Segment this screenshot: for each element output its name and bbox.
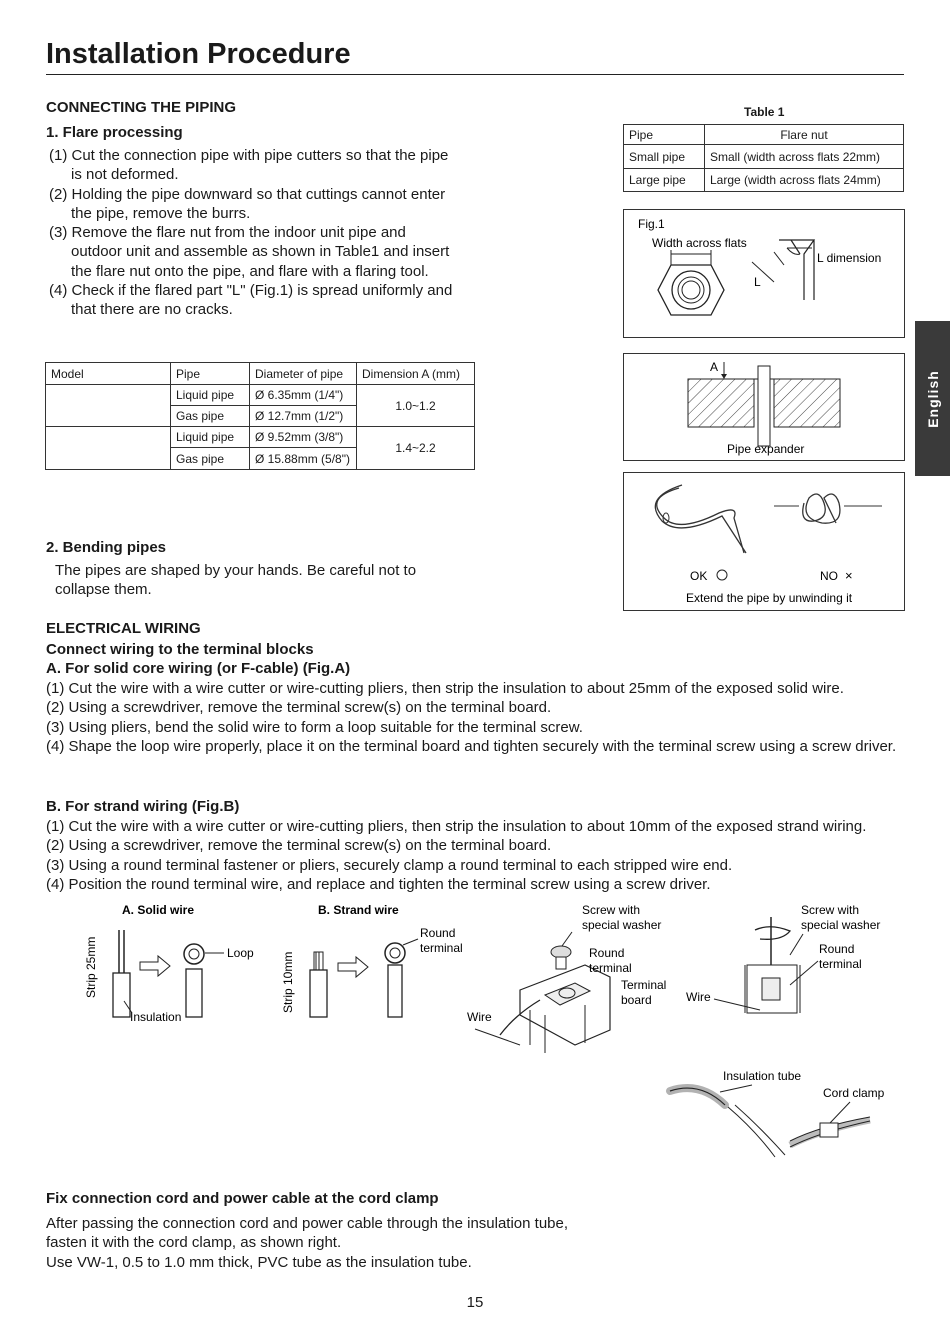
th-diameter: Diameter of pipe	[250, 363, 357, 385]
pipe-cell: Liquid pipe	[171, 427, 250, 448]
coil-no-icon	[803, 494, 840, 523]
piping-heading: CONNECTING THE PIPING	[46, 99, 237, 116]
round-terminal-label-2: terminal	[819, 957, 862, 971]
th-model: Model	[46, 363, 171, 385]
cord-clamp-label: Cord clamp	[823, 1086, 885, 1100]
fig1-label: Fig.1	[638, 217, 665, 231]
fig1-box	[623, 209, 905, 338]
diameter-cell: Ø 12.7mm (1/2")	[250, 406, 357, 427]
solid-wire-icon	[113, 930, 130, 1017]
cord-line-2: fasten it with the cord clamp, as shown right.	[46, 1234, 342, 1252]
unwind-ok-label: OK	[690, 569, 708, 583]
flare-nut-table	[623, 124, 904, 192]
wiring-heading: ELECTRICAL WIRING	[46, 620, 201, 637]
unwind-caption: Extend the pipe by unwinding it	[686, 591, 853, 605]
unwind-box	[623, 472, 905, 611]
strand-wiring-steps	[46, 817, 926, 894]
no-cross-icon: ×	[845, 568, 853, 583]
solid-wiring-steps	[46, 679, 906, 756]
insulation-label: Insulation	[130, 1010, 182, 1024]
round-terminal-label-1: Round	[819, 942, 855, 956]
pipe-cell: Liquid pipe	[171, 385, 250, 406]
wire-label: Wire	[467, 1010, 492, 1024]
pipe-cell: Gas pipe	[171, 406, 250, 427]
screw-washer-label-2: special washer	[582, 918, 662, 932]
ok-circle-icon	[717, 570, 727, 580]
solid-wire-title: A. Solid wire	[122, 903, 195, 917]
strand-wire-icon	[310, 952, 327, 1017]
page-number: 15	[466, 1294, 484, 1311]
screw-washer-label-1: Screw with	[801, 903, 860, 917]
arrow-right-icon	[338, 957, 368, 977]
fig1-l-label: L	[754, 275, 761, 289]
wiring-figures	[0, 895, 950, 1165]
wire-label: Wire	[686, 990, 711, 1004]
cord-text	[46, 1214, 646, 1272]
table1-cell: Small pipe	[624, 145, 705, 169]
table1-th-pipe: Pipe	[624, 125, 705, 145]
screw-washer-label-1: Screw with	[582, 903, 641, 917]
connect-heading: Connect wiring to the terminal blocks	[46, 641, 314, 658]
unwind-illustration	[624, 473, 904, 610]
fig1-width-label: Width across flats	[652, 236, 747, 250]
flare-step-2: (2) Holding the pipe downward so that cuttings cannot enter the pipe, remove the burrs.	[49, 185, 446, 222]
flare-step-4: (4) Check if the flared part "L" (Fig.1) is spread uniformly and that there are no cracks.	[49, 282, 453, 319]
loop-wire-icon	[184, 944, 204, 1017]
round-terminal-label-1: Round	[420, 926, 456, 940]
diameter-cell: Ø 15.88mm (5/8")	[250, 448, 357, 470]
strip25-label: Strip 25mm	[84, 936, 98, 998]
bending-heading: 2. Bending pipes	[46, 539, 167, 556]
round-terminal-label-1: Round	[589, 946, 625, 960]
cord-line-1: After passing the connection cord and power cable through the insulation tube,	[46, 1215, 569, 1232]
dimension-cell: 1.0~1.2	[357, 385, 475, 427]
solid-step-3: (3) Using pliers, bend the solid wire to form a loop suitable for the terminal screw.	[46, 718, 583, 736]
dimension-cell: 1.4~2.2	[357, 427, 475, 470]
table1-th-flare: Flare nut	[705, 125, 904, 145]
expander-illustration	[624, 354, 904, 460]
strand-wiring-heading: B. For strand wiring (Fig.B)	[46, 798, 240, 815]
solid-step-1: (1) Cut the wire with a wire cutter or wire-cutting pliers, then strip the insulation to about 25mm of the exposed solid wire.	[46, 680, 844, 697]
terminal-board-label-1: Terminal	[621, 978, 667, 992]
pipe-dimension-table	[45, 362, 475, 470]
flare-step-3: (3) Remove the flare nut from the indoor unit pipe and outdoor unit and assemble as shown in Table1 and insert the flare nut onto the pipe, and flare with a flaring tool.	[49, 224, 450, 280]
strand-step-3: (3) Using a round terminal fastener or pliers, securely clamp a round terminal to each stripped wire end.	[46, 856, 733, 874]
title-rule	[46, 74, 904, 75]
table1-cell: Large pipe	[624, 169, 705, 192]
strand-step-1: (1) Cut the wire with a wire cutter or wire-cutting pliers, then strip the insulation to about 10mm of the exposed strand wiring.	[46, 818, 867, 835]
insulation-tube-label: Insulation tube	[723, 1069, 802, 1083]
round-terminal-icon	[385, 943, 405, 1017]
expander-a-label: A	[710, 360, 719, 374]
language-tab	[915, 321, 950, 476]
diameter-cell: Ø 9.52mm (3/8")	[250, 427, 357, 448]
coil-ok-icon	[657, 488, 744, 553]
table1-caption: Table 1	[744, 105, 785, 119]
terminal-board-label-2: board	[621, 993, 652, 1007]
strand-step-2: (2) Using a screwdriver, remove the terminal screw(s) on the terminal board.	[46, 837, 552, 855]
table1-cell: Small (width across flats 22mm)	[705, 145, 904, 169]
round-terminal-label-2: terminal	[420, 941, 463, 955]
diameter-cell: Ø 6.35mm (1/4")	[250, 385, 357, 406]
flare-step-1: (1) Cut the connection pipe with pipe cutters so that the pipe is not deformed.	[49, 147, 449, 184]
cord-line-3: Use VW-1, 0.5 to 1.0 mm thick, PVC tube as the insulation tube.	[46, 1253, 472, 1271]
solid-step-2: (2) Using a screwdriver, remove the terminal screw(s) on the terminal board.	[46, 699, 552, 717]
hex-nut-icon	[658, 265, 724, 315]
solid-step-4: (4) Shape the loop wire properly, place it on the terminal board and tighten securely with the terminal screw using a screw driver.	[46, 737, 897, 755]
unwind-no-label: NO	[820, 569, 838, 583]
flare-heading: 1. Flare processing	[46, 124, 183, 141]
model-cell-2	[46, 427, 171, 470]
expander-box	[623, 353, 905, 461]
page-title: Installation Procedure	[46, 38, 351, 70]
expander-caption: Pipe expander	[727, 442, 805, 456]
language-tab-label: English	[924, 369, 941, 428]
round-terminal-label-2: terminal	[589, 961, 632, 975]
solid-wiring-heading: A. For solid core wiring (or F-cable) (Fig.A)	[46, 660, 351, 677]
fig1-illustration	[624, 210, 904, 337]
strand-wire-title: B. Strand wire	[318, 903, 399, 917]
model-cell-1	[46, 385, 171, 427]
flare-section-icon	[779, 240, 814, 300]
th-pipe: Pipe	[171, 363, 250, 385]
loop-label: Loop	[227, 946, 254, 960]
flare-steps	[48, 146, 453, 320]
terminal-screw-icon	[745, 917, 800, 1013]
fig1-l-dimension: L dimension	[817, 251, 882, 265]
strip10-label: Strip 10mm	[281, 951, 295, 1013]
table1-cell: Large (width across flats 24mm)	[705, 169, 904, 192]
bending-text: The pipes are shaped by your hands. Be careful not to collapse them.	[55, 562, 417, 599]
pipe-cell: Gas pipe	[171, 448, 250, 470]
arrow-right-icon	[140, 956, 170, 976]
cord-heading: Fix connection cord and power cable at the cord clamp	[46, 1190, 439, 1207]
strand-step-4: (4) Position the round terminal wire, and replace and tighten the terminal screw using a screw driver.	[46, 875, 711, 893]
th-dimension: Dimension A (mm)	[357, 363, 475, 385]
screw-washer-label-2: special washer	[801, 918, 881, 932]
